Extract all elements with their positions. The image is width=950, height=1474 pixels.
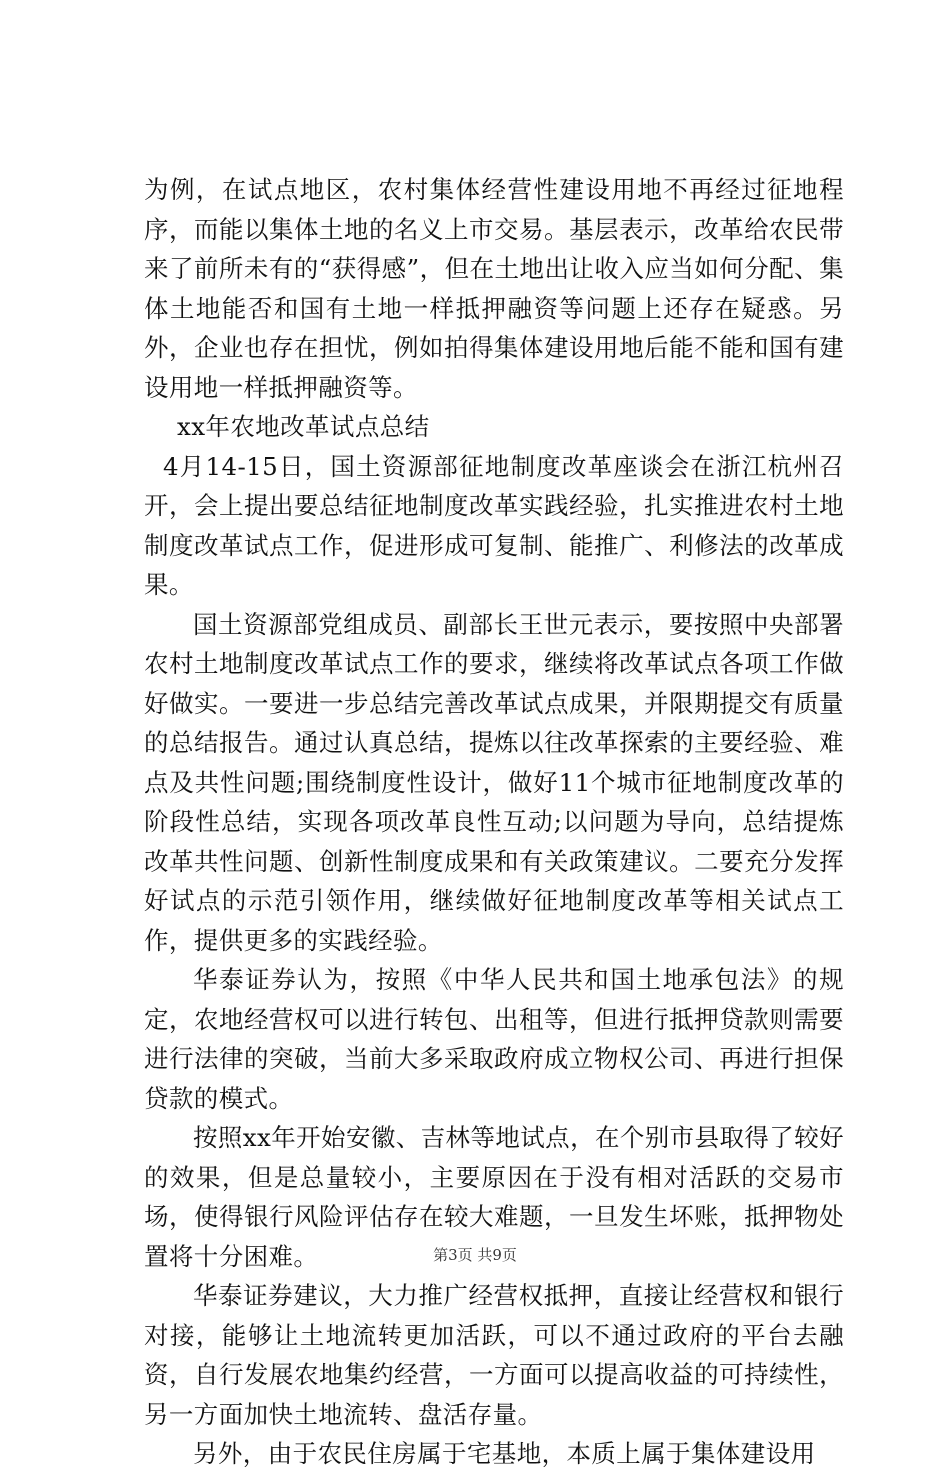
page-footer: 第3页 共9页 [433,1246,517,1264]
document-body [144,170,844,1474]
paragraph-continuation: 为例，在试点地区，农村集体经营性建设用地不再经过征地程序，而能以集体土地的名义上市交易。基层表示，改革给农民带来了前所未有的“获得感”，但在土地出让收入应当如何分配、集体土地能否和国有土地一样抵押融资等问题上还存在疑惑。另外，企业也存在担忧，例如拍得集体建设用地后能不能和国有建设用地一样抵押融资等。 [144,175,844,402]
paragraph-huatai-suggestion: 华泰证券建议，大力推广经营权抵押，直接让经营权和银行对接，能够让土地流转更加活跃，可以不通过政府的平台去融资，自行发展农地集约经营，一方面可以提高收益的可持续性，另一方面加快土地流转、盘活存量。 [144,1281,844,1429]
paragraph-meeting: 4月14-15日，国土资源部征地制度改革座谈会在浙江杭州召开，会上提出要总结征地制度改革实践经验，扎实推进农村土地制度改革试点工作，促进形成可复制、能推广、利修法的改革成果。 [144,451,844,599]
paragraph-huatai-view: 华泰证券认为，按照《中华人民共和国土地承包法》的规定，农地经营权可以进行转包、出租等，但进行抵押贷款则需要进行法律的突破，当前大多采取政府成立物权公司、再进行担保贷款的模式。 [144,965,844,1113]
paragraph-homestead: 另外，由于农民住房属于宅基地，本质上属于集体建设用 [193,1439,816,1468]
paragraph-pilot-results: 按照xx年开始安徽、吉林等地试点，在个别市县取得了较好的效果，但是总量较小，主要原因在于没有相对活跃的交易市场，使得银行风险评估存在较大难题，一旦发生坏账，抵押物处置将十分困难。 [144,1123,844,1271]
paragraph-vice-minister: 国土资源部党组成员、副部长王世元表示，要按照中央部署农村土地制度改革试点工作的要求，继续将改革试点各项工作做好做实。一要进一步总结完善改革试点成果，并限期提交有质量的总结报告。通过认真总结，提炼以往改革探索的主要经验、难点及共性问题;围绕制度性设计，做好11个城市征地制度改革的阶段性总结，实现各项改革良性互动;以问题为导向，总结提炼改革共性问题、创新性制度成果和有关政策建议。二要充分发挥好试点的示范引领作用，继续做好征地制度改革等相关试点工作，提供更多的实践经验。 [144,609,844,955]
section-heading: xx年农地改革试点总结 [177,412,430,441]
